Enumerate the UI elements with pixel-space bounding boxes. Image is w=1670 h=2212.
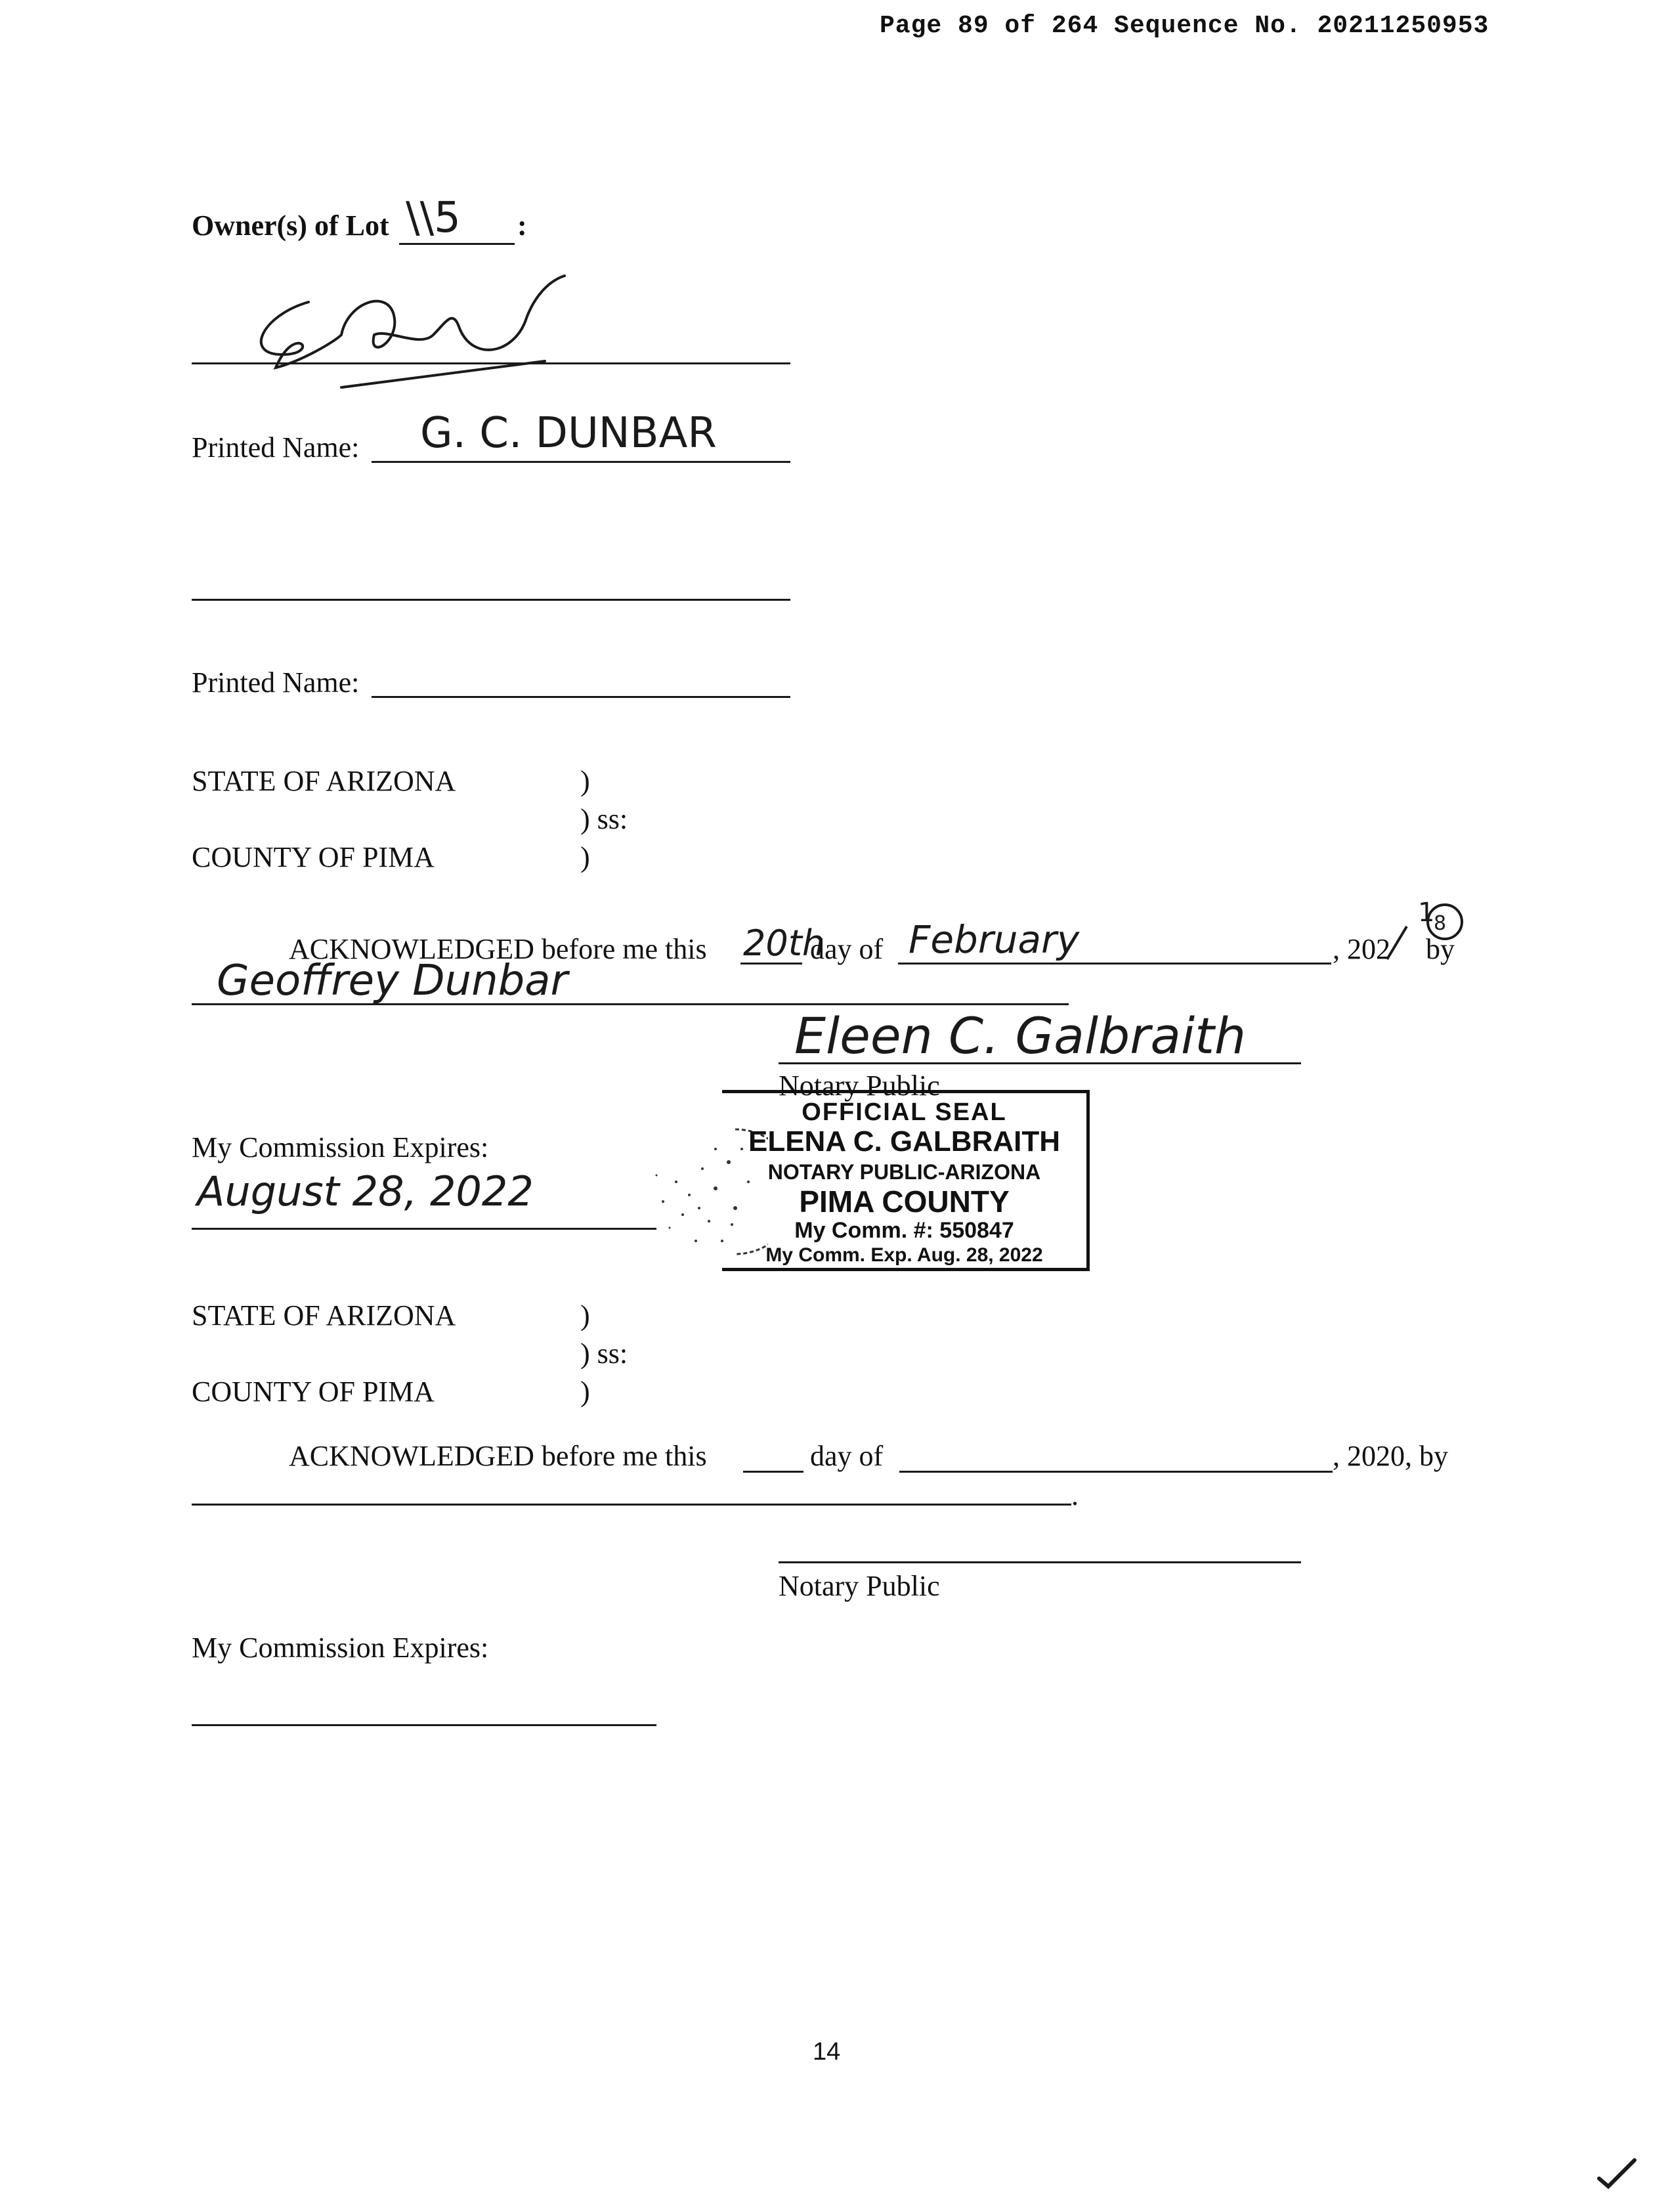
commission-label-2: My Commission Expires: [192, 1632, 489, 1664]
check-mark-icon [1594, 2154, 1640, 2193]
commission-label-1: My Commission Expires: [192, 1131, 489, 1163]
notary-official-seal [722, 1090, 1090, 1271]
notary-signature-line-1 [779, 1062, 1301, 1064]
acknowledged-name-line-2 [192, 1504, 1071, 1506]
seal-county: PIMA COUNTY [799, 1184, 1010, 1219]
day-handwritten-1: 20th [743, 922, 825, 964]
day-line-2 [743, 1471, 803, 1473]
commission-date-line-2 [192, 1724, 656, 1726]
seal-commission-number: My Comm. #: 550847 [794, 1218, 1014, 1243]
day-line-1 [740, 963, 802, 965]
printed-name-label-1: Printed Name: [192, 431, 360, 464]
acknowledged-name-line [192, 1003, 1069, 1005]
owner-signature [236, 263, 617, 394]
seal-notary-public: NOTARY PUBLIC-ARIZONA [767, 1160, 1041, 1184]
day-of-2: day of [810, 1440, 884, 1472]
by-1: by [1426, 933, 1455, 965]
year-text-1: , 202 [1333, 933, 1390, 965]
page-number: 14 [813, 2038, 841, 2066]
commission-date-handwritten: August 28, 2022 [197, 1167, 534, 1215]
printed-name-1-handwritten: G. C. DUNBAR [420, 409, 717, 458]
year-strikeout-mark [1384, 923, 1410, 963]
printed-name-1-line [372, 461, 790, 463]
lot-number-line [399, 243, 515, 245]
day-of-1: day of [810, 933, 884, 965]
notary-signature-handwritten: Eleen C. Galbraith [794, 1007, 1247, 1065]
paren-bottom-1: ) [580, 841, 590, 873]
svg-text:8: 8 [1434, 912, 1447, 935]
acknowledged-name-handwritten: Geoffrey Dunbar [217, 957, 568, 1005]
acknowledged-period-2: . [1071, 1479, 1079, 1511]
printed-name-2-line [372, 696, 790, 698]
state-of-arizona-2: STATE OF ARIZONA [192, 1299, 456, 1332]
notary-signature-line-2 [779, 1561, 1301, 1563]
paren-bottom-2: ) [580, 1376, 590, 1408]
year-by-2: , 2020, by [1333, 1440, 1448, 1472]
acknowledged-text-1: ACKNOWLEDGED before me this [289, 933, 707, 965]
month-handwritten-1: February [909, 917, 1080, 962]
county-of-pima-2: COUNTY OF PIMA [192, 1376, 435, 1408]
owner-signature-line-2 [192, 599, 790, 601]
owner-signature-line-1 [192, 362, 790, 364]
owner-of-lot-label: Owner(s) of Lot [192, 209, 389, 242]
year-correction-handwritten: 1 [1418, 898, 1435, 928]
paren-top-2: ) [580, 1299, 590, 1332]
notary-public-label-1: Notary Public [779, 1070, 940, 1102]
ss-1: ) ss: [580, 803, 628, 835]
lot-number-handwritten: \\5 [406, 194, 461, 242]
seal-title: OFFICIAL SEAL [802, 1098, 1007, 1126]
page-sequence-header: Page 89 of 264 Sequence No. 20211250953 [880, 12, 1489, 40]
paren-top-1: ) [580, 765, 590, 797]
state-of-arizona-1: STATE OF ARIZONA [192, 765, 456, 797]
seal-commission-expiration: My Comm. Exp. Aug. 28, 2022 [765, 1244, 1043, 1266]
notary-public-label-2: Notary Public [779, 1570, 940, 1602]
month-line-2 [899, 1471, 1333, 1473]
printed-name-label-2: Printed Name: [192, 666, 360, 699]
acknowledged-text-2: ACKNOWLEDGED before me this [289, 1440, 707, 1472]
month-line-1 [898, 963, 1331, 965]
commission-date-line-1 [192, 1228, 656, 1230]
ss-2: ) ss: [580, 1337, 628, 1370]
seal-notary-name: ELENA C. GALBRAITH [748, 1125, 1061, 1158]
owner-colon: : [517, 209, 527, 242]
county-of-pima-1: COUNTY OF PIMA [192, 841, 435, 873]
